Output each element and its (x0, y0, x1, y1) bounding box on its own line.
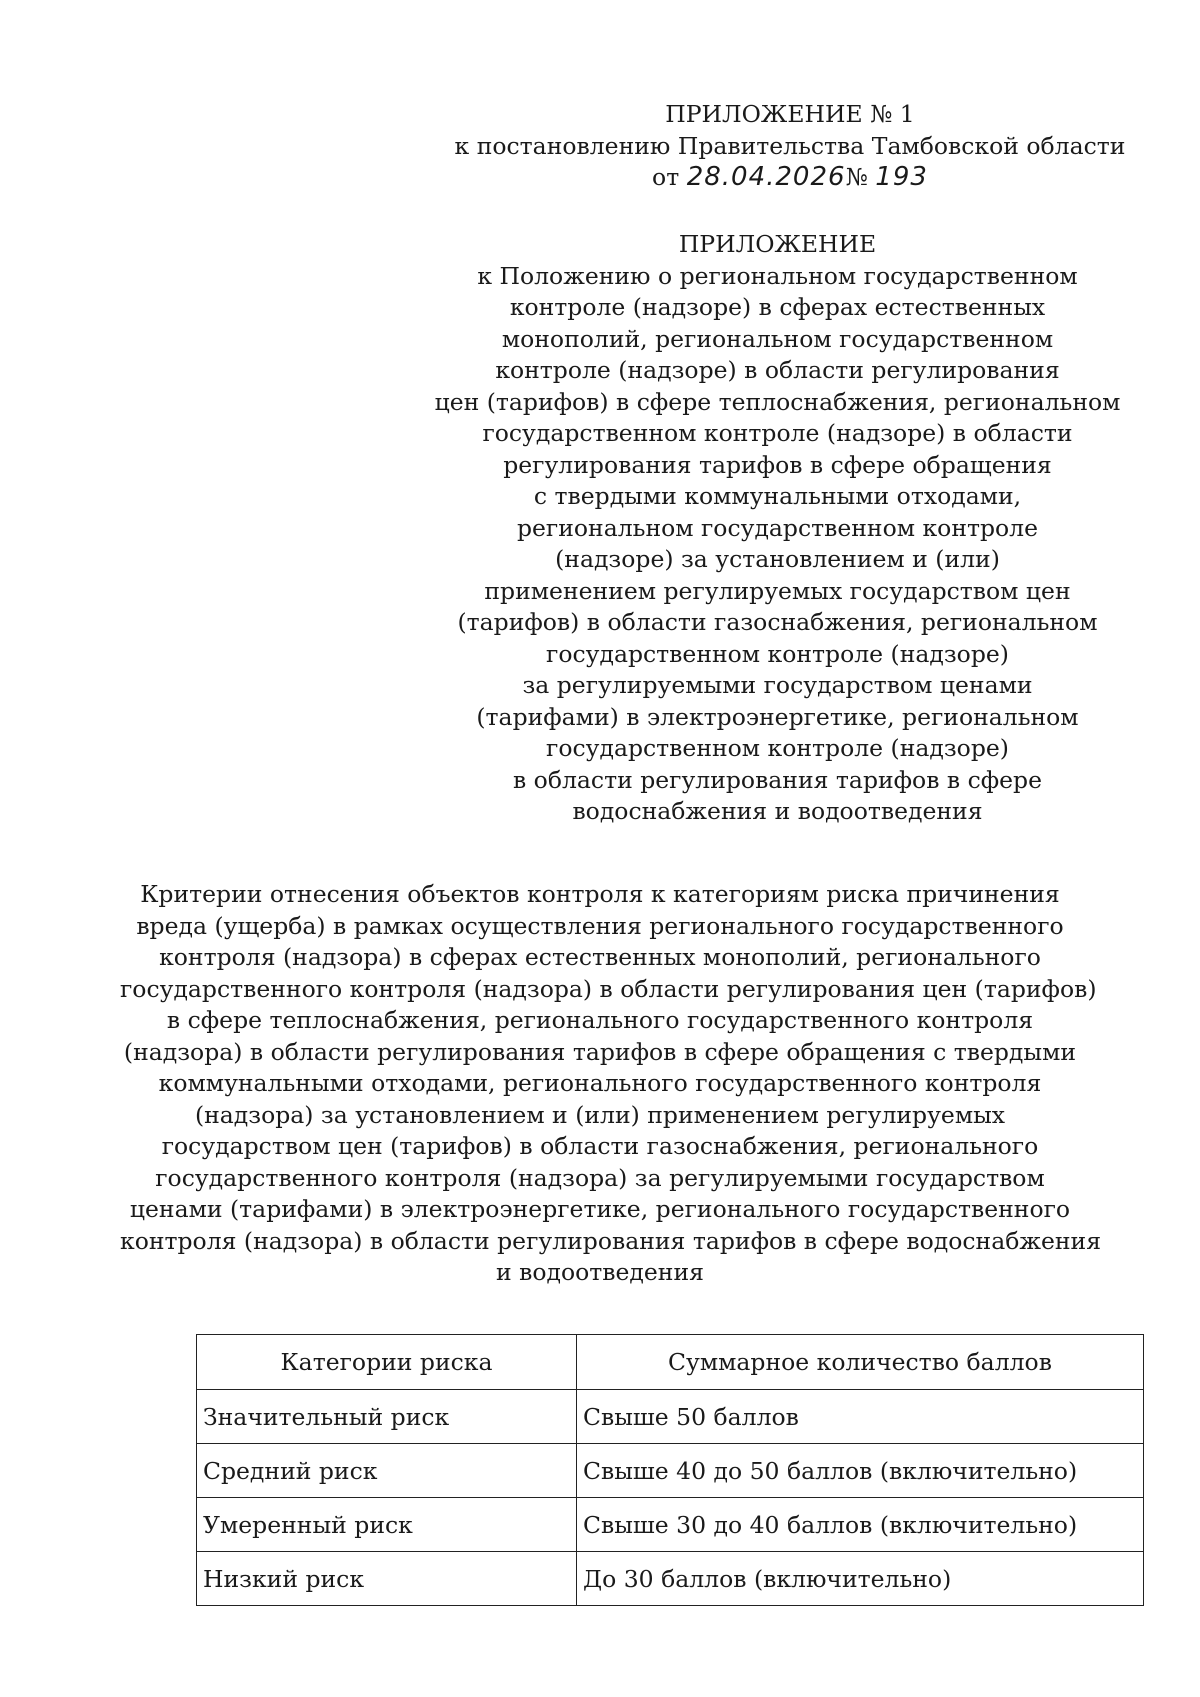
appendix-header (380, 229, 1175, 828)
points-cell: Свыше 50 баллов (577, 1390, 1144, 1444)
appendix-line: цен (тарифов) в сфере теплоснабжения, региональном (434, 387, 1121, 416)
risk-category-cell: Низкий риск (197, 1552, 577, 1606)
criteria-line: государственного контроля (надзора) в области регулирования цен (тарифов) (120, 974, 1097, 1003)
header-total-points: Суммарное количество баллов (577, 1335, 1144, 1390)
appendix-line: (тарифами) в электроэнергетике, региональном (476, 702, 1079, 731)
appendix-line: государственном контроле (надзоре) (546, 734, 1009, 762)
risk-category-cell: Умеренный риск (197, 1498, 577, 1552)
table-row (197, 1444, 1144, 1498)
appendix-line: (надзоре) за установлением и (или) (555, 545, 1000, 573)
appendix-line: применением регулируемых государством цен (484, 576, 1071, 605)
table-header-row (197, 1335, 1144, 1390)
handwritten-date: 28.04.2026 (686, 162, 846, 192)
points-cell: Свыше 40 до 50 баллов (включительно) (577, 1444, 1144, 1498)
appendix-line: (тарифов) в области газоснабжения, региональном (457, 608, 1098, 636)
handwritten-number: 193 (875, 162, 928, 192)
appendix-line: государственном контроле (надзоре) (546, 639, 1009, 668)
criteria-line: (надзора) в области регулирования тарифов в сфере обращения с твердыми (123, 1037, 1077, 1066)
criteria-line: ценами (тарифами) в электроэнергетике, регионального государственного (129, 1195, 1071, 1223)
risk-categories-table (196, 1334, 1144, 1606)
points-cell: Свыше 30 до 40 баллов (включительно) (577, 1498, 1144, 1552)
appendix-line: контроле (надзоре) в сферах естественных (509, 293, 1046, 321)
criteria-line: коммунальными отходами, регионального государственного контроля (158, 1069, 1042, 1097)
criteria-heading (120, 879, 1102, 1289)
risk-category-cell: Значительный риск (197, 1390, 577, 1444)
appendix-line: региональном государственном контроле (516, 513, 1039, 542)
criteria-line: в сфере теплоснабжения, регионального государственного контроля (166, 1006, 1034, 1034)
criteria-line: (надзора) за установлением и (или) применением регулируемых (194, 1100, 1006, 1129)
header-risk-category: Категории риска (197, 1335, 577, 1390)
criteria-line: государством цен (тарифов) в области газоснабжения, регионального (161, 1132, 1039, 1160)
appendix-line: в области регулирования тарифов в сфере (512, 765, 1043, 794)
appendix-line: регулирования тарифов в сфере обращения (503, 450, 1052, 479)
appendix-1-title: ПРИЛОЖЕНИЕ № 1 (665, 100, 915, 128)
appendix-title: ПРИЛОЖЕНИЕ (678, 230, 877, 258)
points-cell: До 30 баллов (включительно) (577, 1552, 1144, 1606)
appendix-1-date-line (440, 162, 1140, 194)
risk-category-cell: Средний риск (197, 1444, 577, 1498)
appendix-line: монополий, региональном государственном (501, 324, 1054, 353)
appendix-line: за регулируемыми государством ценами (522, 671, 1033, 699)
appendix-line: с твердыми коммунальными отходами, (533, 482, 1022, 510)
criteria-line: контроля (надзора) в области регулирования тарифов в сфере водоснабжения (120, 1226, 1102, 1255)
criteria-line: Критерии отнесения объектов контроля к категориям риска причинения (140, 880, 1060, 908)
table-row (197, 1390, 1144, 1444)
appendix-1-subtitle: к постановлению Правительства Тамбовской области (454, 131, 1126, 160)
table-row (197, 1498, 1144, 1552)
criteria-line: государственного контроля (надзора) за регулируемыми государством (155, 1163, 1045, 1192)
appendix-line: водоснабжения и водоотведения (572, 797, 983, 825)
number-prefix: № (845, 163, 868, 191)
table-row (197, 1552, 1144, 1606)
appendix-line: к Положению о региональном государственном (477, 261, 1078, 290)
criteria-line: и водоотведения (496, 1258, 704, 1286)
appendix-1-header (440, 99, 1140, 194)
date-prefix: от (652, 163, 680, 191)
criteria-line: вреда (ущерба) в рамках осуществления регионального государственного (136, 911, 1064, 940)
criteria-line: контроля (надзора) в сферах естественных монополий, регионального (159, 943, 1041, 971)
appendix-line: контроле (надзоре) в области регулирования (495, 356, 1060, 384)
appendix-line: государственном контроле (надзоре) в области (482, 419, 1073, 447)
